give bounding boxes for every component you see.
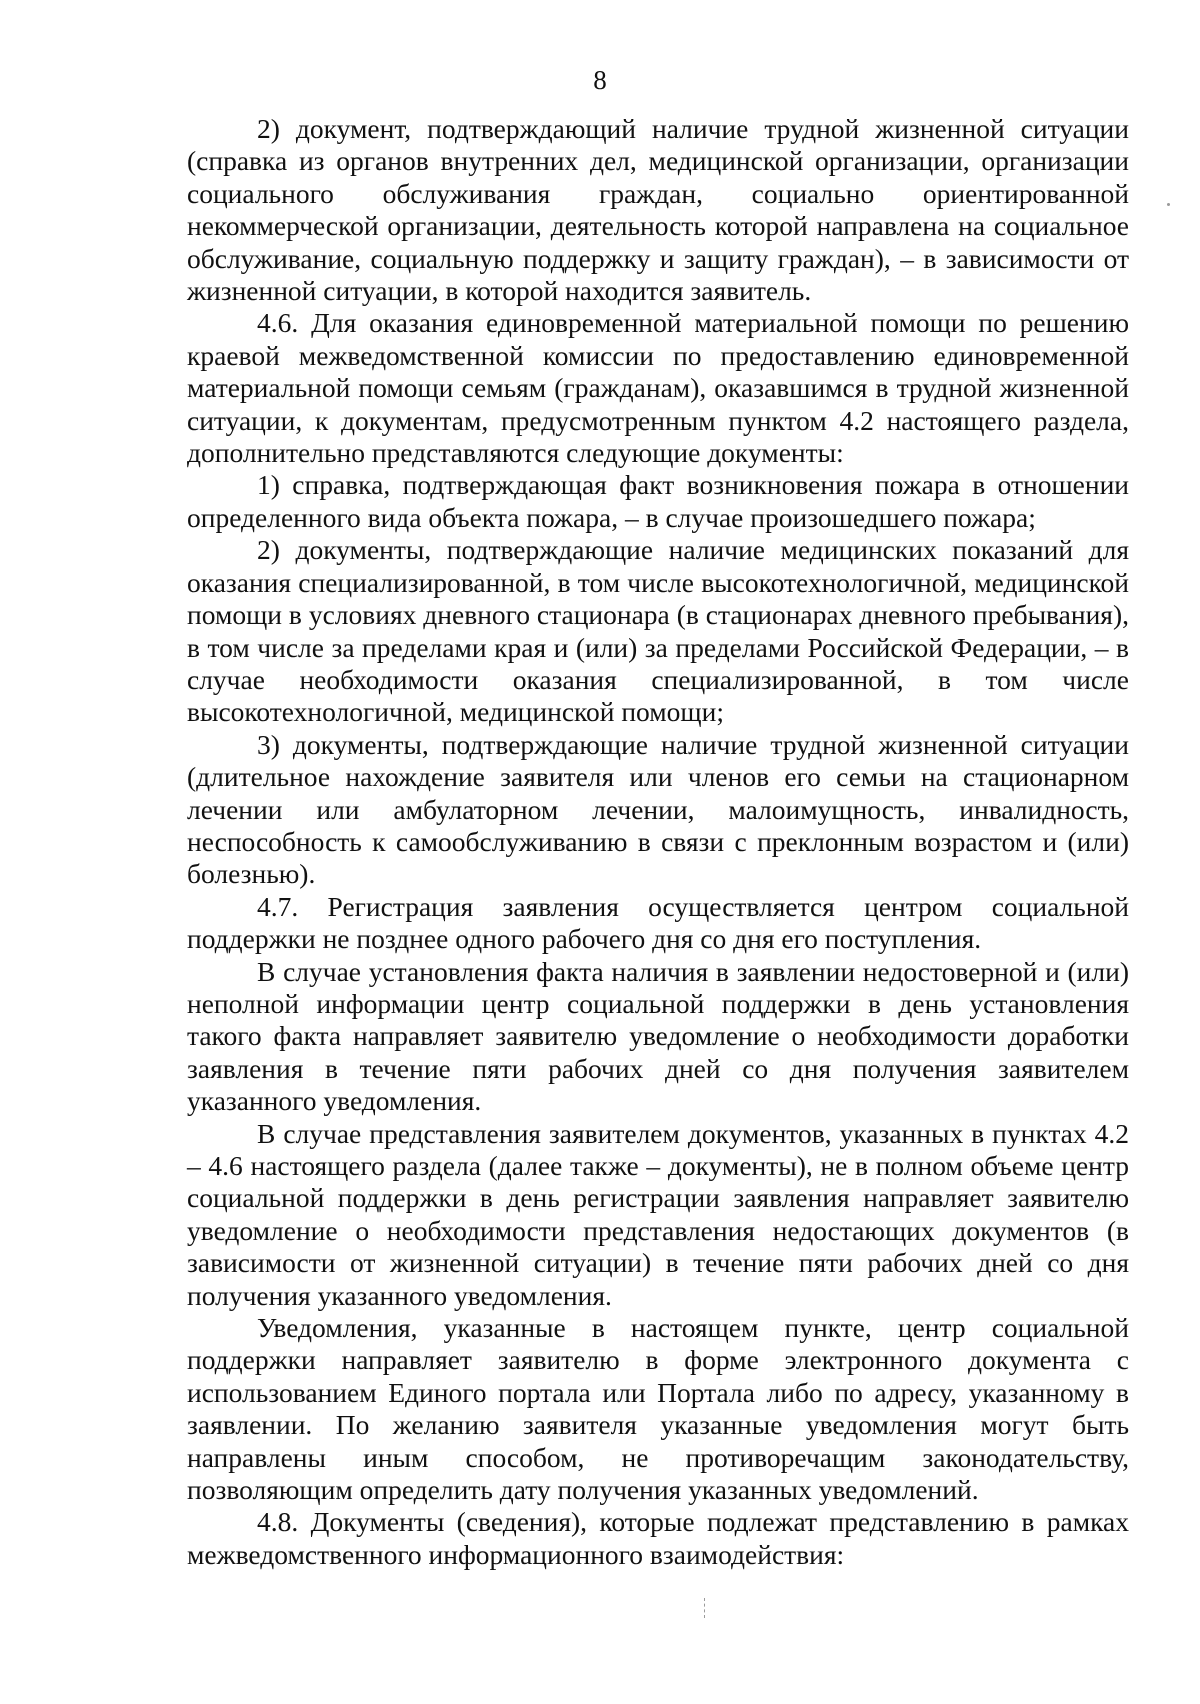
paragraph-item-1-fire-certificate: 1) справка, подтверждающая факт возникновения пожара в отношении определенного вида объекта пожара, – в случае произошедшего пожара;	[187, 469, 1129, 533]
paragraph-item-2-medical-documents: 2) документы, подтверждающие наличие медицинских показаний для оказания специализированной, в том числе высокотехнологичной, медицинской помощи в условиях дневного стационара (в стационарах дневного пребывания), в том числе за пределами края и (или) за пределами Российской Федерации, – в случае необходимости оказания специализированной, в том числе высокотехнологичной, медицинской помощи;	[187, 534, 1129, 728]
paragraph-4-6: 4.6. Для оказания единовременной материальной помощи по решению краевой межведомственной комиссии по предоставлению единовременной материальной помощи семьям (гражданам), оказавшимся в трудной жизненной ситуации, к документам, предусмотренным пунктом 4.2 настоящего раздела, дополнительно представляются следующие документы:	[187, 307, 1129, 469]
document-body	[187, 113, 1129, 1571]
paragraph-item-2-document: 2) документ, подтверждающий наличие трудной жизненной ситуации (справка из органов внутренних дел, медицинской организации, организации социального обслуживания граждан, социально ориентированной некоммерческой организации, деятельность которой направлена на социальное обслуживание, социальную поддержку и защиту граждан), – в зависимости от жизненной ситуации, в которой находится заявитель.	[187, 113, 1129, 307]
scan-artifact-dot	[1167, 203, 1170, 206]
paragraph-4-7: 4.7. Регистрация заявления осуществляется центром социальной поддержки не позднее одного рабочего дня со дня его поступления.	[187, 890, 1129, 955]
paragraph-missing-documents: В случае представления заявителем документов, указанных в пунктах 4.2 – 4.6 настоящего раздела (далее также – документы), не в полном объеме центр социальной поддержки в день регистрации заявления направляет заявителю уведомление о необходимости представления недостающих документов (в зависимости от жизненной ситуации) в течение пяти рабочих дней со дня получения указанного уведомления.	[187, 1117, 1129, 1311]
paragraph-4-8: 4.8. Документы (сведения), которые подлежат представлению в рамках межведомственного информационного взаимодействия:	[187, 1506, 1129, 1570]
scan-artifact-mark	[704, 1598, 706, 1618]
paragraph-incomplete-information: В случае установления факта наличия в заявлении недостоверной и (или) неполной информации центр социальной поддержки в день установления такого факта направляет заявителю уведомление о необходимости доработки заявления в течение пяти рабочих дней со дня получения заявителем указанного уведомления.	[187, 955, 1129, 1117]
page-number: 8	[593, 65, 607, 95]
paragraph-item-3-hardship-documents: 3) документы, подтверждающие наличие трудной жизненной ситуации (длительное нахождение заявителя или членов его семьи на стационарном лечении или амбулаторном лечении, малоимущность, инвалидность, неспособность к самообслуживанию в связи с преклонным возрастом и (или) болезнью).	[187, 728, 1129, 890]
paragraph-notifications: Уведомления, указанные в настоящем пункте, центр социальной поддержки направляет заявителю в форме электронного документа с использованием Единого портала или Портала либо по адресу, указанному в заявлении. По желанию заявителя указанные уведомления могут быть направлены иным способом, не противоречащим законодательству, позволяющим определить дату получения указанных уведомлений.	[187, 1312, 1129, 1506]
